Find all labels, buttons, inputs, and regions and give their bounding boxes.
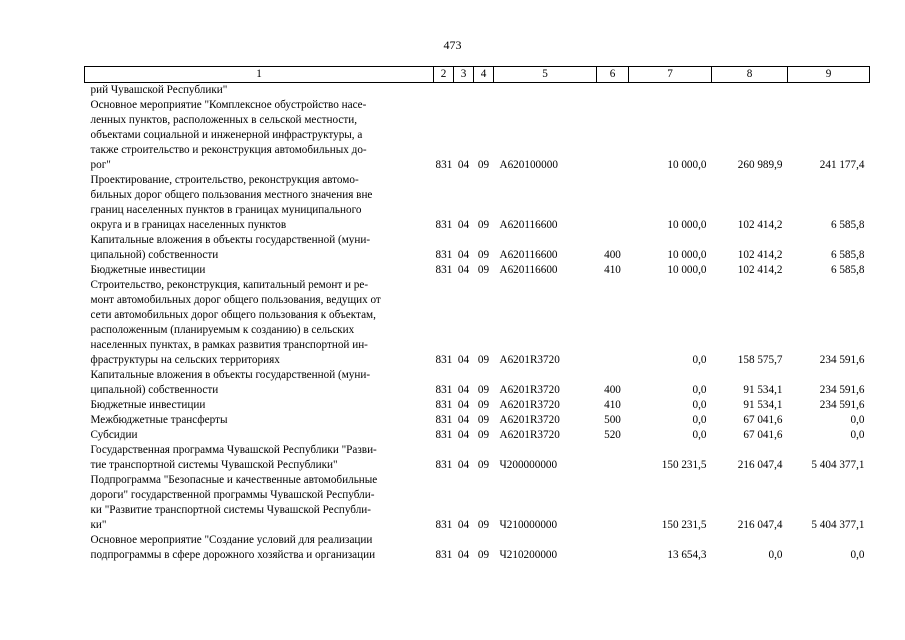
code-target: А6201R3720 [499,414,560,426]
code-subsection: 09 [477,399,490,411]
code-section: 04 [457,429,470,441]
row-name-line: дороги" государственной программы Чувашской Республи- [90,489,375,501]
code-subsection: 09 [477,414,490,426]
row-name [85,533,434,563]
row-name [85,173,434,233]
code-section: 04 [457,159,470,171]
header-cell: 6 [597,67,629,83]
code-subsection: 09 [477,354,490,366]
code-target: А620116600 [499,264,558,276]
row-name [85,473,434,533]
page-number: 473 [443,38,462,52]
amount-col-8: 216 047,4 [737,519,783,531]
code-section: 04 [457,414,470,426]
code-target: А6201R3720 [499,354,560,366]
code-target: Ч210200000 [499,549,558,561]
row-name [85,233,434,263]
code-section: 04 [457,519,470,531]
amount-col-9: 0,0 [850,414,865,426]
code-expense-type [597,98,629,173]
row-name-line: Подпрограмма "Безопасные и качественные автомобильные [90,474,378,486]
amount-col-7: 0,0 [692,429,707,441]
code-section: 04 [457,459,470,471]
code-expense-type [597,278,629,368]
code-target: Ч210000000 [499,519,558,531]
table-row [85,173,870,233]
amount-col-7: 0,0 [692,354,707,366]
code-expense-type: 410 [604,399,621,411]
amount-col-7: 0,0 [692,414,707,426]
code-expense-type [597,533,629,563]
code-ministry: 831 [435,159,453,171]
table-row [85,233,870,263]
code-target: А6201R3720 [499,399,560,411]
amount-col-9: 6 585,8 [830,249,865,261]
code-subsection: 09 [477,384,490,396]
amount-col-7: 10 000,0 [667,249,707,261]
row-name-line: границ населенных пунктов в границах муниципального [90,204,362,216]
table-row [85,368,870,398]
row-name-line: Строительство, реконструкция, капитальный ремонт и ре- [90,279,369,291]
row-name [85,443,434,473]
header-cell: 5 [494,67,597,83]
code-target: А620100000 [499,159,558,171]
code-subsection: 09 [477,219,490,231]
row-name [85,98,434,173]
row-name-line: Основное мероприятие "Комплексное обустройство насе- [90,99,367,111]
row-name [85,398,434,413]
code-expense-type: 410 [604,264,621,276]
amount-col-7: 0,0 [692,399,707,411]
row-name [85,83,434,99]
row-name-line: Бюджетные инвестиции [90,399,206,411]
header-cell: 3 [454,67,474,83]
code-expense-type: 520 [604,429,621,441]
amount-col-9: 234 591,6 [819,399,865,411]
table-row [85,413,870,428]
amount-col-9: 234 591,6 [819,384,865,396]
amount-col-7: 150 231,5 [661,459,707,471]
amount-col-9: 234 591,6 [819,354,865,366]
row-name-line: населенных пунктах, в рамках развития транспортной ин- [90,339,368,351]
header-cell: 2 [434,67,454,83]
row-name-line: бильных дорог общего пользования местного значения вне [90,189,373,201]
row-name-line: ки" [90,519,107,531]
amount-col-8: 67 041,6 [743,429,783,441]
amount-col-7: 13 654,3 [667,549,707,561]
row-name-line: рог" [90,159,111,171]
amount-col-8: 102 414,2 [737,249,783,261]
table-row [85,473,870,533]
amount-col-9: 241 177,4 [819,159,865,171]
row-name-line: Проектирование, строительство, реконструкция автомо- [90,174,359,186]
code-section: 04 [457,219,470,231]
amount-col-8: 67 041,6 [743,414,783,426]
code-section: 04 [457,354,470,366]
code-expense-type [597,173,629,233]
amount-col-9: 0,0 [850,549,865,561]
amount-col-9: 5 404 377,1 [811,459,865,471]
table-row [85,98,870,173]
row-name-line: рий Чувашской Республики" [90,84,228,96]
table-row [85,278,870,368]
code-section: 04 [457,384,470,396]
amount-col-8: 0,0 [768,549,783,561]
row-name-line: Основное мероприятие "Создание условий для реализации [90,534,373,546]
row-name-line: расположенным (планируемым к созданию) в сельских [90,324,355,336]
amount-col-8: 158 575,7 [737,354,783,366]
amount-col-8: 91 534,1 [743,384,783,396]
amount-col-8: 102 414,2 [737,219,783,231]
code-target: А620116600 [499,219,558,231]
table-row [85,83,870,99]
amount-col-7: 0,0 [692,384,707,396]
amount-col-7: 150 231,5 [661,519,707,531]
code-ministry: 831 [435,219,453,231]
amount-col-9: 5 404 377,1 [811,519,865,531]
row-name-line: ленных пунктов, расположенных в сельской местности, [90,114,357,126]
code-section: 04 [457,549,470,561]
row-name-line: Капитальные вложения в объекты государственной (муни- [90,369,371,381]
amount-col-8: 102 414,2 [737,264,783,276]
row-name [85,278,434,368]
code-ministry: 831 [435,264,453,276]
amount-col-9 [788,83,870,99]
amount-col-7: 10 000,0 [667,159,707,171]
amount-col-7 [629,83,712,99]
row-name-line: Межбюджетные трансферты [90,414,228,426]
code-ministry: 831 [435,414,453,426]
code-ministry: 831 [435,399,453,411]
table-row [85,398,870,413]
code-expense-type: 400 [604,384,621,396]
code-subsection: 09 [477,519,490,531]
row-name [85,428,434,443]
code-subsection: 09 [477,159,490,171]
amount-col-7: 10 000,0 [667,264,707,276]
header-cell: 8 [712,67,788,83]
table-body [85,83,870,564]
row-name-line: объектами социальной и инженерной инфраструктуры, а [90,129,363,141]
code-subsection: 09 [477,264,490,276]
row-name-line: Бюджетные инвестиции [90,264,206,276]
header-cell: 4 [474,67,494,83]
row-name [85,368,434,398]
code-ministry: 831 [435,249,453,261]
code-expense-type [597,473,629,533]
table-row [85,263,870,278]
code-target: Ч200000000 [499,459,558,471]
code-target: А6201R3720 [499,384,560,396]
header-cell: 9 [788,67,870,83]
amount-col-9: 0,0 [850,429,865,441]
table-row [85,533,870,563]
code-ministry: 831 [435,549,453,561]
row-name [85,263,434,278]
row-name-line: ципальной) собственности [90,249,219,261]
code-subsection: 09 [477,429,490,441]
row-name-line: сети автомобильных дорог общего пользования к объектам, [90,309,376,321]
code-ministry [434,83,454,99]
table-row [85,443,870,473]
row-name-line: фраструктуры на сельских территориях [90,354,280,366]
code-subsection: 09 [477,549,490,561]
amount-col-8: 216 047,4 [737,459,783,471]
amount-col-9: 6 585,8 [830,219,865,231]
code-ministry: 831 [435,384,453,396]
code-ministry: 831 [435,429,453,441]
code-expense-type [597,83,629,99]
code-expense-type: 400 [604,249,621,261]
row-name-line: монт автомобильных дорог общего пользования, ведущих от [90,294,381,306]
header-cell: 1 [85,67,434,83]
code-ministry: 831 [435,459,453,471]
budget-table [84,66,870,563]
row-name-line: также строительство и реконструкция автомобильных до- [90,144,367,156]
amount-col-8: 260 989,9 [737,159,783,171]
code-expense-type [597,443,629,473]
row-name-line: тие транспортной системы Чувашской Республики" [90,459,338,471]
code-ministry: 831 [435,354,453,366]
code-subsection: 09 [477,249,490,261]
code-target [494,83,597,99]
code-section: 04 [457,264,470,276]
row-name-line: Капитальные вложения в объекты государственной (муни- [90,234,371,246]
row-name-line: подпрограммы в сфере дорожного хозяйства и организации [90,549,376,561]
code-expense-type: 500 [604,414,621,426]
amount-col-8 [712,83,788,99]
row-name-line: округа и в границах населенных пунктов [90,219,287,231]
row-name-line: Субсидии [90,429,138,441]
amount-col-7: 10 000,0 [667,219,707,231]
code-target: А6201R3720 [499,429,560,441]
row-name [85,413,434,428]
row-name-line: ки "Развитие транспортной системы Чувашской Республи- [90,504,372,516]
code-section [454,83,474,99]
amount-col-8: 91 534,1 [743,399,783,411]
code-ministry: 831 [435,519,453,531]
code-subsection [474,83,494,99]
amount-col-9: 6 585,8 [830,264,865,276]
table-row [85,428,870,443]
code-section: 04 [457,249,470,261]
row-name-line: ципальной) собственности [90,384,219,396]
code-subsection: 09 [477,459,490,471]
header-cell: 7 [629,67,712,83]
row-name-line: Государственная программа Чувашской Республики "Разви- [90,444,377,456]
header-row [85,67,870,83]
code-target: А620116600 [499,249,558,261]
code-section: 04 [457,399,470,411]
